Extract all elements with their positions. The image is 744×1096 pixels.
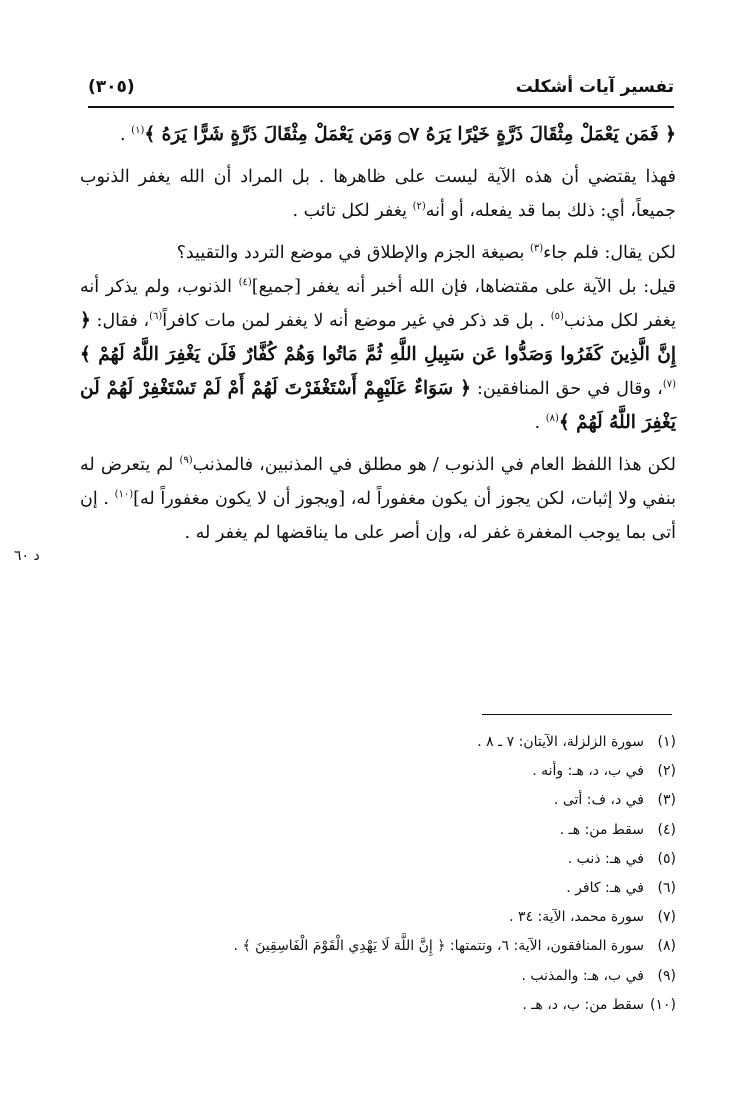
footnote-text: سقط من: ب، د، هـ . <box>522 996 644 1013</box>
paragraph-3 <box>80 236 676 270</box>
footnote-item <box>200 728 676 757</box>
footnote-item <box>200 991 676 1020</box>
footnote-text: سورة المنافقون، الآية: ٦، وتتمتها: ﴿ إِنَّ اللَّهَ لَا يَهْدِي الْقَوْمَ الْفَاسِقِينَ ﴾ . <box>233 938 644 955</box>
paragraph-text: لكن هذا اللفظ العام في الذنوب / هو مطلق في المذنبين، فالمذنب <box>192 455 676 475</box>
header-rule <box>88 106 674 108</box>
footnote-text: في ب، د، هـ: وأنه . <box>532 763 644 780</box>
footnote-ref: (٣) <box>529 243 544 255</box>
paragraph-text: . <box>534 413 546 433</box>
footnote-number: (١) <box>657 734 676 750</box>
paragraph-text: فهذا يقتضي أن هذه الآية ليست على ظاهرها . بل المراد أن الله يغفر الذنوب جميعاً، أي: ذلك بما قد يفعله، أو أنه <box>80 167 676 221</box>
footnote-number: (١٠) <box>650 996 676 1013</box>
footnote-item <box>200 903 676 932</box>
footnote-number: (٨) <box>657 938 676 955</box>
paragraph-text: يغفر لكل تائب . <box>292 201 413 221</box>
paragraph-text: لكن يقال: فلم جاء <box>543 243 676 263</box>
paragraph-text: الذنوب، ولم يذكر أنه يغفر لكل مذنب <box>80 277 676 331</box>
footnote-text: في ب، هـ: والمذنب . <box>521 967 644 984</box>
paragraph-2 <box>80 160 676 228</box>
footnotes <box>200 728 676 1020</box>
footnote-item <box>200 874 676 903</box>
footnote-text: سورة الزلزلة، الآيتان: ٧ ـ ٨ . <box>477 734 644 750</box>
footnote-text: في هـ: كافر . <box>566 880 644 897</box>
footnote-number: (٥) <box>657 850 676 867</box>
footnote-ref: (٨) <box>545 413 559 425</box>
footnote-rule <box>482 714 672 715</box>
paragraph-text: لم يتعرض له بنفي ولا إثبات، لكن يجوز أن يكون مغفوراً له، [ويجوز أن لا يكون مغفوراً له] <box>80 455 676 509</box>
main-text <box>80 118 676 550</box>
footnote-number: (٦) <box>657 880 676 897</box>
footnote-text: في د، ف: أتى . <box>553 792 644 809</box>
header-title: تفسير آيات أشكلت <box>515 77 674 97</box>
paragraph-text: ، وقال في حق المنافقين: <box>470 379 663 399</box>
footnote-ref: (٤) <box>238 277 252 289</box>
paragraph-text: بصيغة الجزم والإطلاق في موضع التردد والتقييد؟ <box>176 243 530 263</box>
paragraph-4 <box>80 270 676 440</box>
quran-verse: ﴿ فَمَن يَعْمَلْ مِثْقَالَ ذَرَّةٍ خَيْرًا يَرَهُ ۝٧ وَمَن يَعْمَلْ مِثْقَالَ ذَرَّةٍ شَرًّا يَرَهُ ﴾ <box>144 124 676 145</box>
paragraph-text: . بل قد ذكر في غير موضع أنه لا يغفر لمن مات كافراً <box>162 311 551 331</box>
footnote-ref: (١) <box>131 125 145 137</box>
paragraph-1 <box>80 118 676 152</box>
paragraph-text: . إن أتى بما يوجب المغفرة غفر له، وإن أصر على ما يناقضها لم يغفر له . <box>80 489 676 543</box>
footnote-item <box>200 786 676 815</box>
paragraph-text: قيل: بل الآية على مقتضاها، فإن الله أخبر أنه يغفر [جميع] <box>251 277 676 297</box>
footnote-text: في هـ: ذنب . <box>567 850 644 867</box>
paragraph-5 <box>80 448 676 550</box>
running-header <box>88 72 674 102</box>
footnote-ref: (١٠) <box>114 489 134 501</box>
quran-verse: ﴿ سَوَاءٌ عَلَيْهِمْ أَسْتَغْفَرْتَ لَهُمْ أَمْ لَمْ تَسْتَغْفِرْ لَهُمْ لَن يَغْفِرَ اللَّهُ لَهُمْ ﴾ <box>80 378 676 433</box>
manuscript-margin-note: د ٦٠ <box>14 548 40 564</box>
quran-verse: ﴿ إِنَّ الَّذِينَ كَفَرُوا وَصَدُّوا عَن سَبِيلِ اللَّهِ ثُمَّ مَاتُوا وَهُمْ كُفَّارٌ فَلَن يَغْفِرَ اللَّهُ لَهُمْ ﴾ <box>80 310 676 365</box>
footnote-item <box>200 757 676 786</box>
paragraph-text: . <box>120 125 132 145</box>
footnote-text: سقط من: هـ . <box>559 821 644 838</box>
footnote-ref: (٢) <box>412 201 426 213</box>
footnote-item <box>200 932 676 961</box>
footnote-number: (٣) <box>657 792 676 809</box>
footnote-number: (٢) <box>657 763 676 780</box>
footnote-item <box>200 816 676 845</box>
footnote-number: (٩) <box>657 967 676 984</box>
footnote-number: (٤) <box>657 821 676 838</box>
page-number: (٣٠٥) <box>88 77 135 97</box>
footnote-ref: (٩) <box>179 455 193 467</box>
footnote-text: سورة محمد، الآية: ٣٤ . <box>509 909 644 926</box>
footnote-ref: (٥) <box>550 311 564 323</box>
footnote-item <box>200 845 676 874</box>
footnote-ref: (٦) <box>149 311 163 323</box>
footnote-number: (٧) <box>657 909 676 926</box>
paragraph-text: ، فقال: <box>90 311 150 331</box>
footnote-item <box>200 962 676 991</box>
footnote-ref: (٧) <box>662 379 676 391</box>
